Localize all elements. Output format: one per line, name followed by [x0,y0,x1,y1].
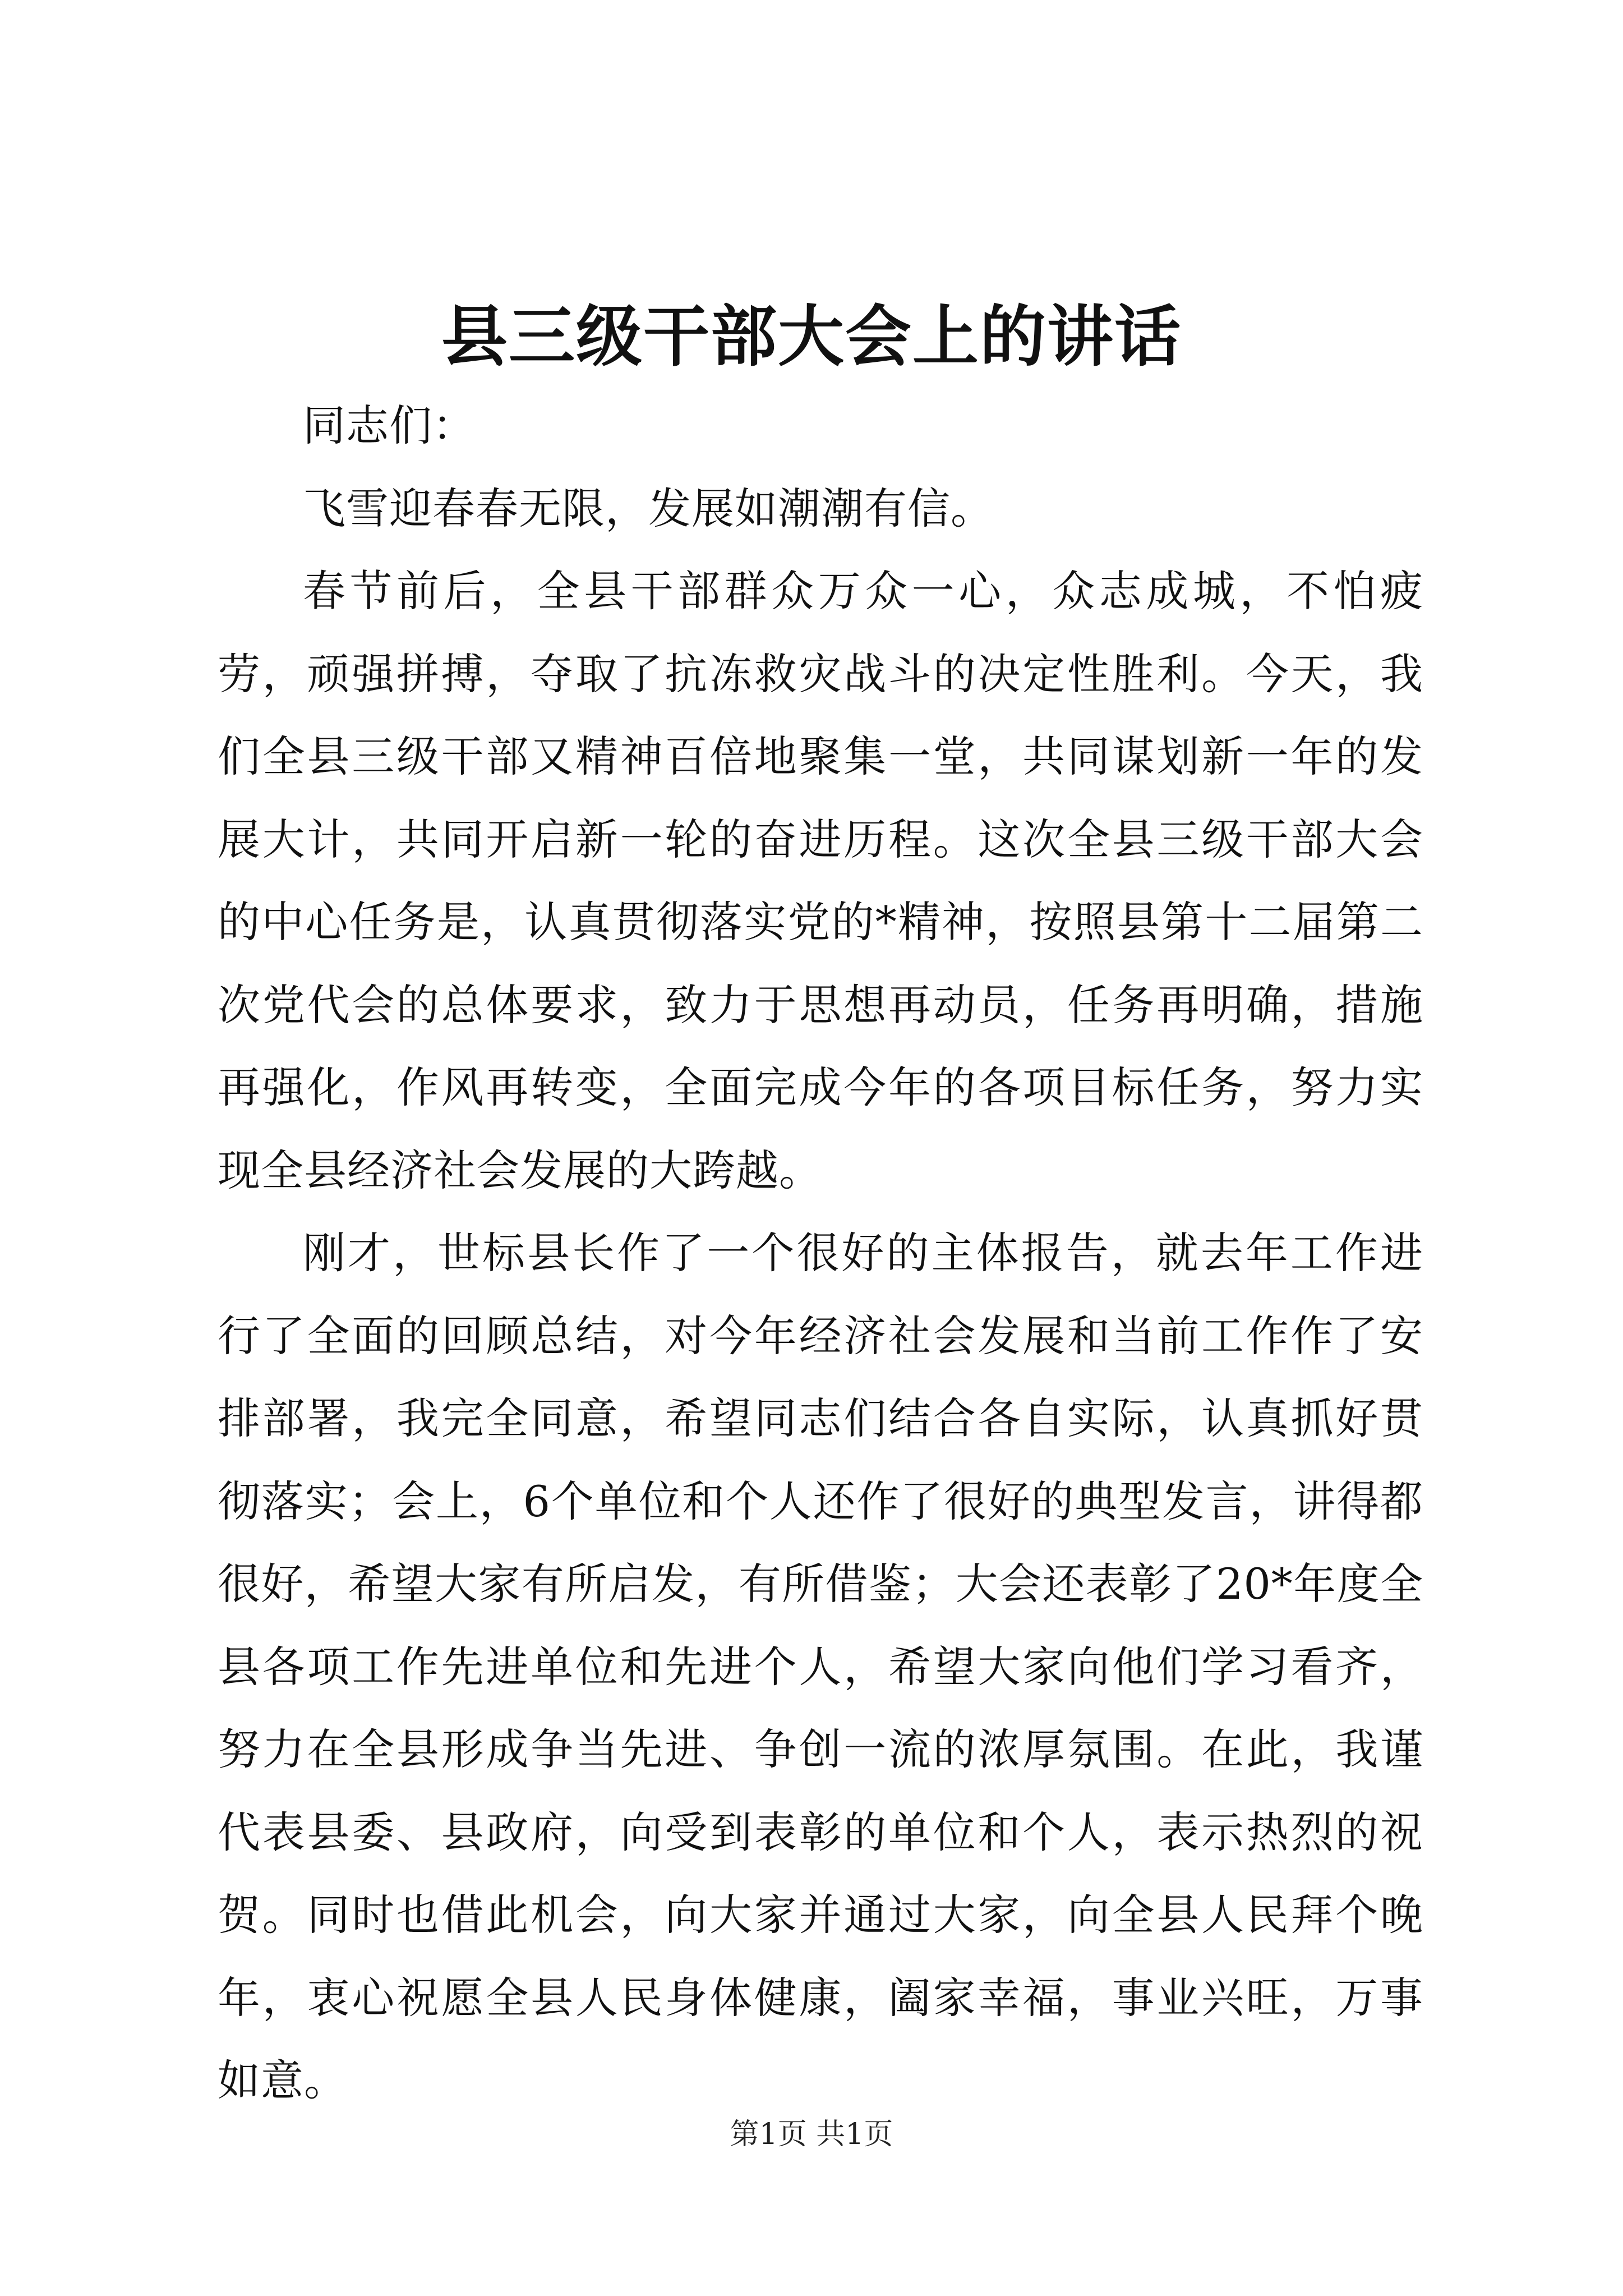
opening-paragraph: 飞雪迎春春无限，发展如潮潮有信。 [303,483,994,533]
salutation-paragraph: 同志们： [303,401,476,450]
page-number-footer: 第1页 共1页 [730,2118,893,2151]
body-paragraph: 刚才，世标县长作了一个很好的主体报告，就去年工作进行了全面的回顾总结，对今年经济社会发展和当前工作作了安排部署，我完全同意，希望同志们结合各自实际，认真抓好贯彻落实；会上，6个单位和个人还作了很好的典型发言，讲得都很好，希望大家有所启发，有所借鉴；大会还表彰了20*年度全县各项工作先进单位和先进个人，希望大家向他们学习看齐，努力在全县形成争当先进、争创一流的浓厚氛围。在此，我谨代表县委、县政府，向受到表彰的单位和个人，表示热烈的祝贺。同时也借此机会，向大家并通过大家，向全县人民拜个晚年，衷心祝愿全县人民身体健康，阖家幸福，事业兴旺，万事如意。 [218,1228,1423,2105]
document-body [218,384,1423,2122]
document-title: 县三级干部大会上的讲话 [441,297,1182,375]
body-paragraph: 春节前后，全县干部群众万众一心，众志成城，不怕疲劳，顽强拼搏，夺取了抗冻救灾战斗的决定性胜利。今天，我们全县三级干部又精神百倍地聚集一堂，共同谋划新一年的发展大计，共同开启新一轮的奋进历程。这次全县三级干部大会的中心任务是，认真贯彻落实党的*精神，按照县第十二届第二次党代会的总体要求，致力于思想再动员，任务再明确，措施再强化，作风再转变，全面完成今年的各项目标任务，努力实现全县经济社会发展的大跨越。 [218,566,1423,1195]
